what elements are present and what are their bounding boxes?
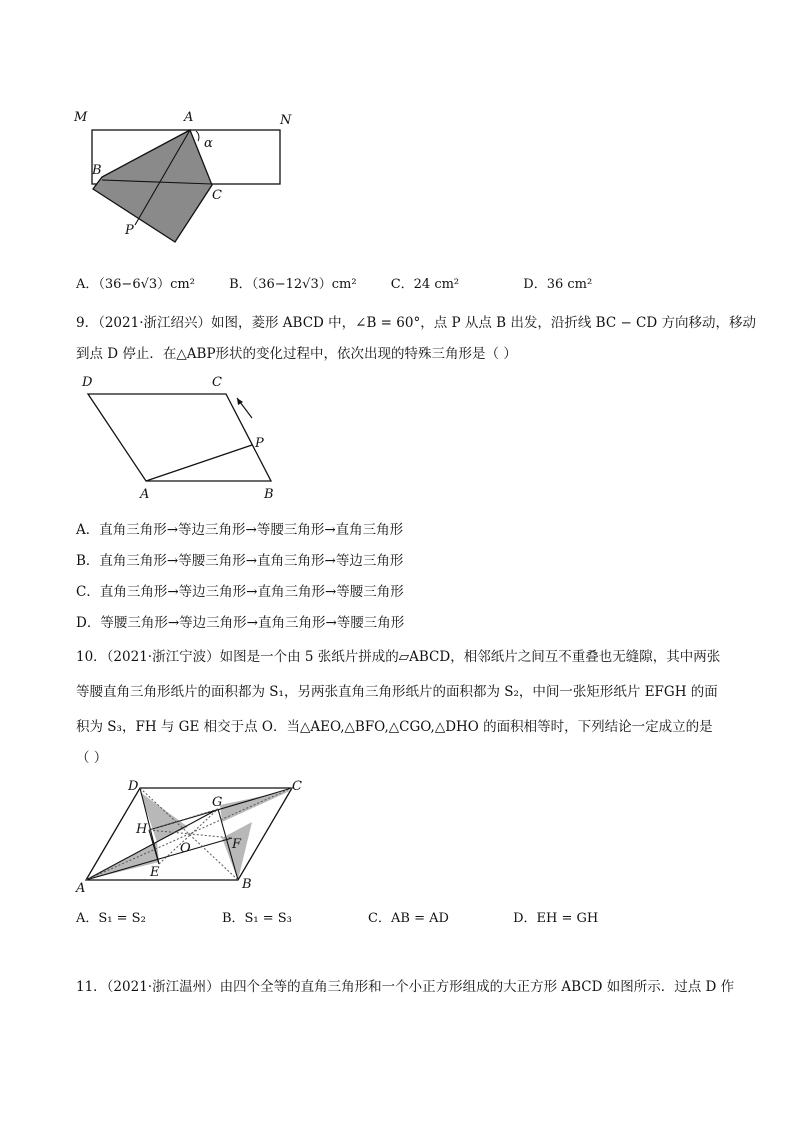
q11-stem-line1: 11．（2021·浙江温州）由四个全等的直角三角形和一个小正方形组成的大正方形 ABCD 如图所示．过点 D 作	[76, 979, 735, 995]
q8-option-c[interactable]: C．24 cm²	[390, 277, 460, 292]
label-B: B	[264, 487, 274, 502]
label-N: N	[280, 113, 292, 128]
label-F: F	[232, 837, 242, 852]
q9-option-a[interactable]: A．直角三角形→等边三角形→等腰三角形→直角三角形	[76, 522, 404, 538]
figure-folded-strip	[70, 105, 310, 250]
label-P: P	[255, 436, 264, 451]
q10-option-c[interactable]: C．AB = AD	[368, 911, 449, 926]
q9-stem-line1: 9．（2021·浙江绍兴）如图，菱形 ABCD 中，∠B = 60°，点 P 从点 B 出发，沿折线 BC − CD 方向移动，移动	[76, 315, 756, 331]
label-B: B	[92, 163, 102, 178]
label-C: C	[212, 188, 222, 203]
label-A: A	[184, 110, 194, 125]
q10-option-b[interactable]: B．S₁ = S₃	[221, 911, 292, 926]
q9-option-c[interactable]: C．直角三角形→等边三角形→直角三角形→等腰三角形	[76, 584, 404, 600]
q9-stem-line2: 到点 D 停止．在△ABP形状的变化过程中，依次出现的特殊三角形是（ ）	[76, 346, 517, 362]
q10-stem-line4: （ ）	[76, 750, 108, 766]
q10-stem-line2: 等腰直角三角形纸片的面积都为 S₁，另两张直角三角形纸片的面积都为 S₂，中间一张矩形纸片 EFGH 的面	[76, 684, 718, 700]
label-A: A	[140, 487, 150, 502]
q10-option-a[interactable]: A．S₁ = S₂	[76, 911, 146, 926]
figure-parallelogram	[72, 776, 322, 896]
label-A: A	[76, 881, 86, 896]
q8-options	[76, 273, 622, 292]
label-D: D	[82, 375, 93, 390]
q10-option-d[interactable]: D．EH = GH	[513, 911, 599, 926]
label-D: D	[128, 779, 139, 794]
label-G: G	[212, 795, 223, 810]
q10-stem-line3: 积为 S₃，FH 与 GE 相交于点 O．当△AEO,△BFO,△CGO,△DHO 的面积相等时，下列结论一定成立的是	[76, 719, 713, 735]
label-P: P	[125, 223, 134, 238]
q10-stem-line1: 10．（2021·浙江宁波）如图是一个由 5 张纸片拼成的▱ABCD，相邻纸片之间互不重叠也无缝隙，其中两张	[76, 649, 721, 665]
label-alpha: α	[204, 136, 213, 151]
q9-option-d[interactable]: D．等腰三角形→等边三角形→直角三角形→等腰三角形	[76, 615, 405, 631]
q8-option-d[interactable]: D．36 cm²	[523, 277, 593, 292]
label-B: B	[242, 877, 252, 892]
q9-option-b[interactable]: B．直角三角形→等腰三角形→直角三角形→等边三角形	[76, 553, 404, 569]
label-O: O	[180, 841, 191, 856]
q10-options	[76, 907, 628, 926]
q8-option-b[interactable]: B．（36−12√3）cm²	[229, 277, 357, 292]
q8-option-a[interactable]: A．（36−6√3）cm²	[76, 277, 195, 292]
figure-rhombus	[76, 372, 296, 504]
label-M: M	[74, 110, 88, 125]
label-C: C	[212, 375, 222, 390]
label-E: E	[150, 865, 160, 880]
label-H: H	[136, 822, 148, 837]
label-C: C	[292, 779, 302, 794]
